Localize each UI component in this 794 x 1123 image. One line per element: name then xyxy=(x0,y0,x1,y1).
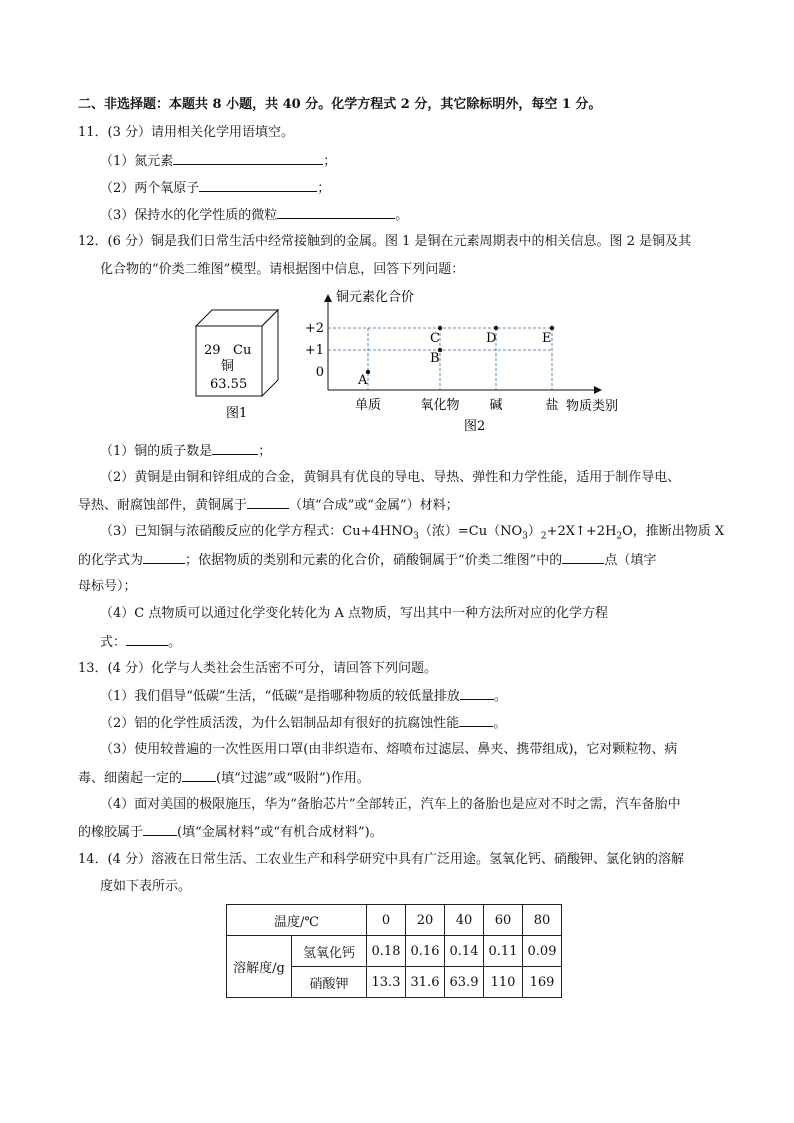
y-axis-title: 铜元素化合价 xyxy=(336,290,415,305)
q12-part-3-line1 xyxy=(100,523,724,546)
q12-part-1 xyxy=(100,442,271,461)
element-name: 铜 xyxy=(221,359,235,374)
q12-part-4-line1: （4）C 点物质可以通过化学变化转化为 A 点物质，写出其中一种方法所对应的化学方程 xyxy=(100,606,609,621)
q11-item-3-text: （3）保持水的化学性质的微粒 xyxy=(100,208,278,223)
data-point-c xyxy=(438,326,442,330)
q12-stem-line2: 化合物的“价类二维图”模型。请根据图中信息，回答下列问题： xyxy=(100,262,465,277)
q13-part-4-line1: （4）面对美国的极限施压，华为“备胎芯片”全部转正，汽车上的备胎也是应对不时之需，汽车备胎中 xyxy=(100,797,681,812)
q13-part-1 xyxy=(100,687,507,706)
eq-part: +2X↑+2H xyxy=(546,524,617,539)
row-label: 氢氧化钙 xyxy=(292,936,367,967)
table-row xyxy=(227,936,562,967)
answer-blank[interactable] xyxy=(459,714,493,727)
q12-part-2-line2 xyxy=(78,496,459,515)
answer-blank[interactable] xyxy=(143,823,177,836)
eq-sub: 3 xyxy=(522,531,528,542)
q12-p4-text-a: 式： xyxy=(100,635,127,650)
point-label: C xyxy=(430,331,440,346)
data-point-d xyxy=(494,326,498,330)
q12-part-4-line2 xyxy=(100,633,181,652)
q12-p2-text-a: 导热、耐腐蚀部件，黄铜属于 xyxy=(78,498,248,513)
table-cell: 20 xyxy=(406,905,445,936)
x-axis-title: 物质类别 xyxy=(566,399,619,414)
temp-header: 温度/℃ xyxy=(227,905,367,936)
table-cell: 40 xyxy=(445,905,484,936)
punct: ； xyxy=(258,444,272,459)
answer-blank[interactable] xyxy=(143,551,185,564)
q13-p3-text-a: 毒、细菌起一定的 xyxy=(78,771,183,786)
answer-blank[interactable] xyxy=(460,687,494,700)
punct: ； xyxy=(317,181,331,196)
table-cell: 80 xyxy=(523,905,562,936)
figure-1-caption: 图1 xyxy=(226,406,248,421)
point-label: A xyxy=(358,373,368,388)
punct: 。 xyxy=(493,689,507,704)
q13-part-4-line2 xyxy=(78,823,383,842)
q13-p2-text: （2）铝的化学性质活泼，为什么铝制品却有很好的抗腐蚀性能 xyxy=(100,716,460,731)
y-tick-label: +2 xyxy=(304,321,324,336)
q13-part-3-line2 xyxy=(78,769,370,788)
answer-blank[interactable] xyxy=(126,633,168,646)
eq-sub: 3 xyxy=(413,531,419,542)
data-point-e xyxy=(550,326,554,330)
q11-item-1-text: （1）氮元素 xyxy=(100,154,174,169)
q13-p1-text: （1）我们倡导“低碳”生活，“低碳”是指哪种物质的较低量排放 xyxy=(100,689,460,704)
eq-sub: 2 xyxy=(616,531,623,542)
q13-p3-text-b: (填“过滤”或“吸附”)作用。 xyxy=(216,771,370,786)
q12-part-3-line3: 母标号）； xyxy=(78,579,137,594)
x-category-label: 碱 xyxy=(489,398,503,413)
eq-part: O，推断出物质 X xyxy=(622,524,725,539)
atomic-mass: 63.55 xyxy=(210,377,248,392)
figure-2-chart xyxy=(300,282,630,438)
q12-p2-text-b: （填“合成”或“金属”）材料； xyxy=(289,498,459,513)
point-label: E xyxy=(542,331,552,346)
table-cell: 0.16 xyxy=(406,936,445,967)
row-label: 硝酸钾 xyxy=(292,967,367,998)
element-symbol: Cu xyxy=(233,343,252,358)
section-heading: 二、非选择题：本题共 8 小题，共 40 分。化学方程式 2 分，其它除标明外，每空 1 分。 xyxy=(78,97,602,112)
q12-p3-text-b: ；依据物质的类别和元素的化合价，硝酸铜属于“价类二维图”中的 xyxy=(185,553,563,568)
q13-part-2 xyxy=(100,714,506,733)
q14-stem-line2: 度如下表所示。 xyxy=(100,879,192,894)
y-tick-label: +1 xyxy=(304,343,324,358)
solubility-table xyxy=(226,904,562,998)
answer-blank[interactable] xyxy=(247,496,289,509)
x-category-label: 盐 xyxy=(545,398,559,413)
answer-blank[interactable] xyxy=(212,442,258,455)
q13-p4-text-a: 的橡胶属于 xyxy=(78,825,144,840)
q11-item-2-text: （2）两个氧原子 xyxy=(100,181,200,196)
table-cell: 0.14 xyxy=(445,936,484,967)
table-cell: 0.18 xyxy=(367,936,406,967)
table-cell: 0.11 xyxy=(484,936,523,967)
q12-p3-text-c: 点（填字 xyxy=(604,553,657,568)
answer-blank[interactable] xyxy=(182,769,216,782)
table-cell: 0 xyxy=(367,905,406,936)
punct: 。 xyxy=(168,635,182,650)
y-tick-label: 0 xyxy=(315,365,324,380)
q13-stem: 13．(4 分）化学与人类社会生活密不可分，请回答下列问题。 xyxy=(78,661,438,676)
q12-p3-text-a: 的化学式为 xyxy=(78,553,144,568)
figure-2-caption: 图2 xyxy=(464,419,486,434)
q12-part-3-line2 xyxy=(78,551,656,570)
eq-part: （浓）=Cu（NO xyxy=(418,524,523,539)
answer-blank[interactable] xyxy=(199,179,317,192)
answer-blank[interactable] xyxy=(562,551,604,564)
table-cell: 60 xyxy=(484,905,523,936)
table-cell: 31.6 xyxy=(406,967,445,998)
table-header-row xyxy=(227,905,562,936)
point-label: D xyxy=(486,331,497,346)
answer-blank[interactable] xyxy=(173,152,323,165)
group-label: 溶解度/g xyxy=(227,936,292,998)
punct: 。 xyxy=(395,208,409,223)
q14-stem-line1: 14．(4 分）溶液在日常生活、工农业生产和科学研究中具有广泛用途。氢氧化钙、硝酸钾、氯化钠的溶解 xyxy=(78,852,685,867)
table-cell: 13.3 xyxy=(367,967,406,998)
table-cell: 110 xyxy=(484,967,523,998)
atomic-number: 29 xyxy=(204,343,221,358)
q12-p1-text: （1）铜的质子数是 xyxy=(100,444,213,459)
q12-part-2-line1: （2）黄铜是由铜和锌组成的合金，黄铜具有优良的导电、导热、弹性和力学性能，适用于制作导电、 xyxy=(100,470,681,485)
x-category-label: 氧化物 xyxy=(420,398,460,413)
punct: 。 xyxy=(493,716,507,731)
eq-part: ） xyxy=(527,524,541,539)
table-cell: 169 xyxy=(523,967,562,998)
q11-item-3 xyxy=(100,206,408,225)
punct: ； xyxy=(323,154,337,169)
eq-part: （3）已知铜与浓硝酸反应的化学方程式：Cu+4HNO xyxy=(100,524,414,539)
q13-part-3-line1: （3）使用较普遍的一次性医用口罩(由非织造布、熔喷布过滤层、鼻夹、携带组成)，它对颗粒物、病 xyxy=(100,742,678,757)
q11-item-1 xyxy=(100,152,336,171)
q11-stem: 11．(3 分）请用相关化学用语填空。 xyxy=(78,125,295,140)
figure-1-element-cube xyxy=(190,306,290,426)
table-cell: 63.9 xyxy=(445,967,484,998)
q13-p4-text-b: (填“金属材料”或“有机合成材料”)。 xyxy=(177,825,383,840)
q12-stem-line1: 12．(6 分）铜是我们日常生活中经常接触到的金属。图 1 是铜在元素周期表中的相关信息。图 2 是铜及其 xyxy=(78,234,692,249)
eq-sub: 2 xyxy=(540,531,547,542)
q11-item-2 xyxy=(100,179,330,198)
table-cell: 0.09 xyxy=(523,936,562,967)
point-label: B xyxy=(430,351,440,366)
x-category-label: 单质 xyxy=(354,398,382,413)
answer-blank[interactable] xyxy=(277,206,395,219)
